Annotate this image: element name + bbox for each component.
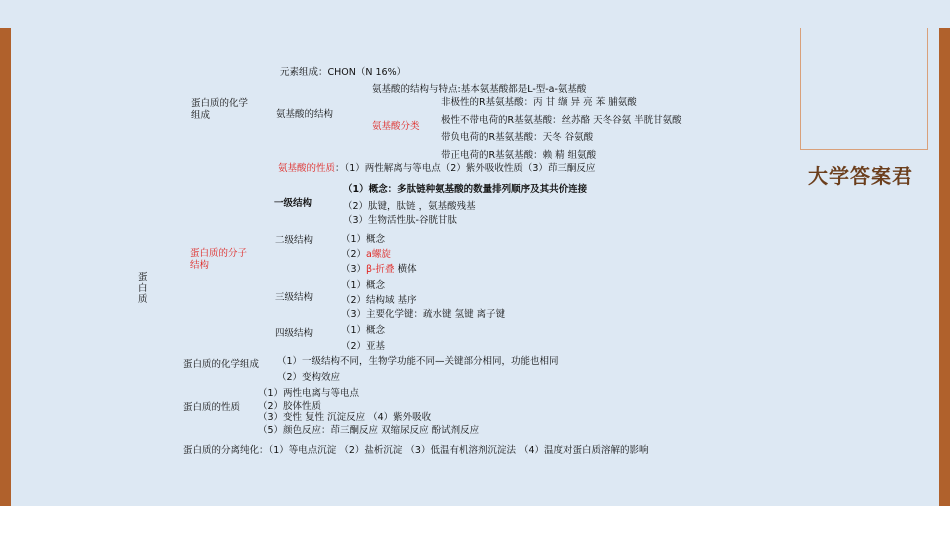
aa-properties-label: 氨基酸的性质 (278, 163, 336, 174)
aa-structure-text: 氨基酸的结构与特点:基本氨基酸都是L-型-a-氨基酸 (372, 84, 587, 95)
secondary-item (341, 249, 391, 261)
aa-class-label: 氨基酸分类 (372, 121, 420, 132)
properties-item: （1）两性电离与等电点 (258, 388, 360, 399)
composition-label: 蛋白质的化学组成 (191, 98, 249, 121)
footer-area (0, 506, 950, 535)
aa-class-item: 带负电荷的R基氨基酸：天冬 谷氨酸 (441, 132, 594, 143)
secondary-item-prefix: （2） (341, 249, 367, 260)
properties-item: （2）胶体性质 (258, 401, 322, 412)
secondary-item: （1）概念 (341, 234, 386, 245)
separation-label: 蛋白质的分离纯化： (183, 445, 269, 456)
primary-item: （3）生物活性肽-谷胱甘肽 (343, 215, 457, 226)
primary-item: （1）概念：多肽链种氨基酸的数量排列顺序及其共价连接 (343, 184, 588, 195)
aa-properties-text: ：（1）两性解离与等电点（2）紫外吸收性质（3）茚三酮反应 (335, 163, 596, 174)
aa-properties-line (278, 163, 595, 175)
right-border-bar (939, 28, 950, 506)
beta-sheet-text: β-折叠 (366, 264, 395, 275)
quaternary-item: （1）概念 (341, 325, 386, 336)
composition2-item: （1）一级结构不同，生物学功能不同—关键部分相同，功能也相同 (277, 356, 559, 367)
aa-class-item: 非极性的R基氨基酸：丙 甘 缬 异 亮 苯 脯氨酸 (441, 97, 637, 108)
molecular-structure-label: 蛋白质的分子结构 (190, 248, 248, 271)
aa-class-item: 极性不带电荷的R基氨基酸：丝苏酪 天冬谷氨 半胱甘氨酸 (441, 115, 682, 126)
corner-frame (800, 28, 928, 150)
separation-line (183, 445, 649, 457)
quaternary-structure-label: 四级结构 (275, 328, 314, 339)
tertiary-item: （1）概念 (341, 280, 386, 291)
primary-structure-label: 一级结构 (274, 198, 313, 209)
tertiary-item: （3）主要化学键：疏水键 氢键 离子键 (341, 309, 506, 320)
tertiary-item: （2）结构域 基序 (341, 295, 417, 306)
elements-text: 元素组成：CHON（N 16%） (280, 67, 407, 78)
primary-item: （2）肽键，肽链 ，氨基酸残基 (343, 201, 476, 212)
aa-structure-label: 氨基酸的结构 (276, 109, 334, 120)
properties-item: （5）颜色反应：茚三酮反应 双缩尿反应 酚试剂反应 (258, 425, 480, 436)
root-label: 蛋白质 (138, 272, 148, 305)
properties-item: （3）变性 复性 沉淀反应 （4）紫外吸收 (258, 412, 432, 423)
secondary-structure-label: 二级结构 (275, 235, 314, 246)
left-border-bar (0, 28, 11, 506)
aa-class-item: 带正电荷的R基氨基酸：赖 精 组氨酸 (441, 150, 597, 161)
secondary-item-suffix: 横体 (394, 264, 417, 275)
separation-text: （1）等电点沉淀 （2）盐析沉淀 （3）低温有机溶剂沉淀法 （4）温度对蛋白质溶解的影响 (268, 445, 649, 456)
properties-label: 蛋白质的性质 (183, 402, 241, 413)
composition2-item: （2）变构效应 (277, 372, 341, 383)
composition2-label: 蛋白质的化学组成 (183, 359, 260, 370)
tertiary-structure-label: 三级结构 (275, 292, 314, 303)
watermark-logo: 大学答案君 (808, 164, 913, 188)
secondary-item (341, 264, 417, 276)
secondary-item-prefix: （3） (341, 264, 367, 275)
quaternary-item: （2）亚基 (341, 341, 386, 352)
alpha-helix-text: a螺旋 (366, 249, 391, 260)
